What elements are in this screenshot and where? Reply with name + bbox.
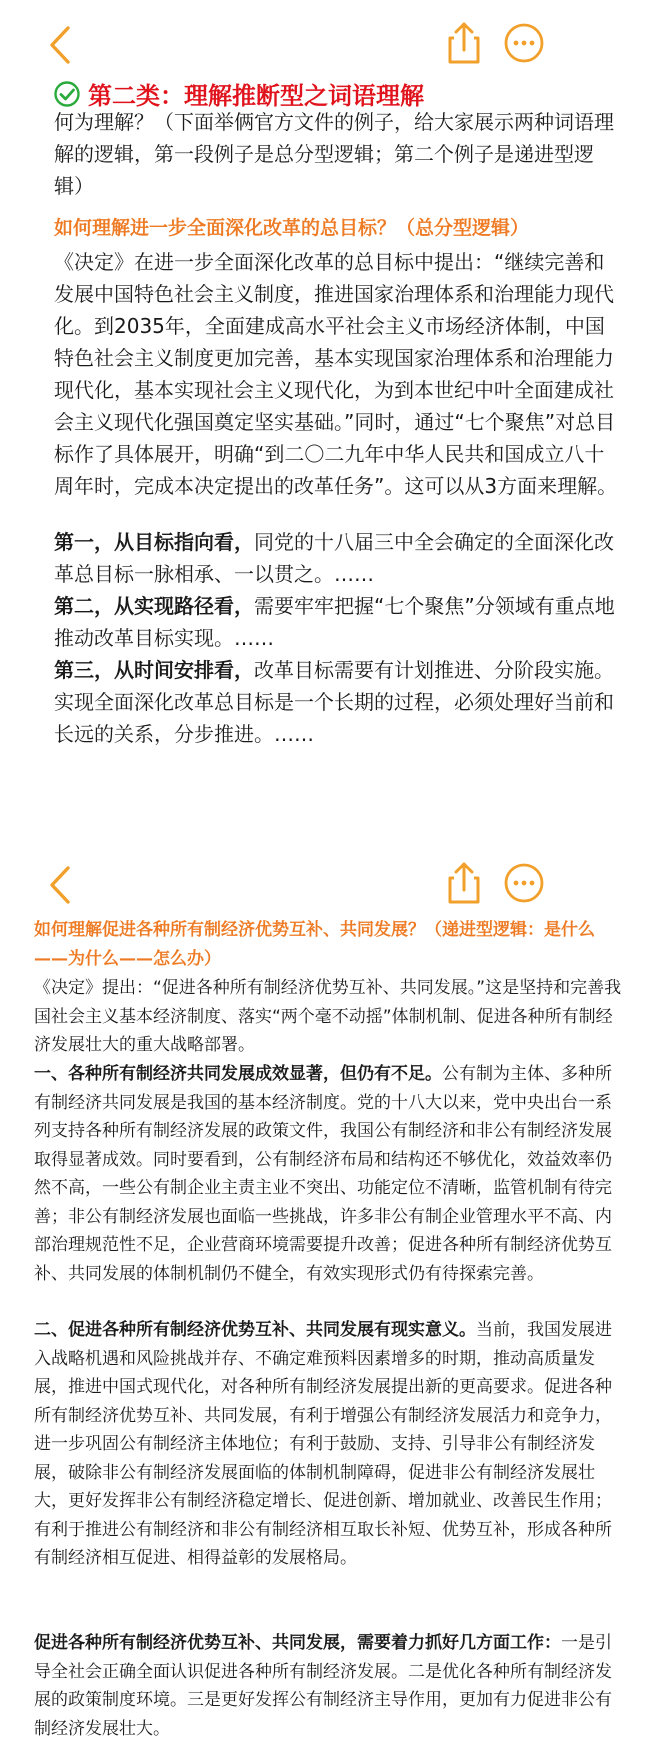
ownership-point-3-title: 促进各种所有制经济优势互补、共同发展，需要着力抓好几方面工作： xyxy=(34,1633,561,1653)
ownership-point-1-title: 一、各种所有制经济共同发展成效显著，但仍有不足。 xyxy=(34,1064,442,1084)
point-3-text: 改革目标需要有计划推进、分阶段实施。实现全面深化改革总目标是一个长期的过程，必须处理好当前和长远的关系，分步推进。…… xyxy=(54,658,614,746)
ownership-point-3-text: 一是引导全社会正确全面认识促进各种所有制经济发展。二是优化各种所有制经济发展的政策制度环境。三是更好发挥公有制经济主导作用，更加有力促进非公有制经济发展壮大。 xyxy=(34,1633,612,1739)
point-1-text: 同党的十八届三中全会确定的全面深化改革总目标一脉相承、一以贯之。…… xyxy=(54,530,614,586)
subheading-goal: 如何理解进一步全面深化改革的总目标？（总分型逻辑） xyxy=(54,217,530,239)
point-3-title: 第三，从时间安排看， xyxy=(54,658,254,682)
point-2-text: 需要牢牢把握“七个聚焦”分领域有重点地推动改革目标实现。…… xyxy=(54,594,615,650)
point-1-title: 第一，从目标指向看， xyxy=(54,530,254,554)
chevron-left-icon[interactable] xyxy=(40,862,80,908)
point-2 xyxy=(54,590,622,654)
goal-body-paragraph: 《决定》在进一步全面深化改革的总目标中提出：“继续完善和发展中国特色社会主义制度，推进国家治理体系和治理能力现代化。到2035年，全面建成高水平社会主义市场经济体制，中国特色社会主义制度更加完善，基本实现国家治理体系和治理能力现代化，基本实现社会主义现代化，为到本世纪中叶全面建成社会主义现代化强国奠定坚实基础。”同时，通过“七个聚焦”对总目标作了具体展开，明确“到二〇二九年中华人民共和国成立八十周年时，完成本决定提出的改革任务”。这可以从3方面来理解。 xyxy=(54,250,618,498)
ownership-point-2-text: 当前，我国发展进入战略机遇和风险挑战并存、不确定难预料因素增多的时期，推动高质量发展，推进中国式现代化，对各种所有制经济发展提出新的更高要求。促进各种所有制经济优势互补、共同发展，有利于增强公有制经济发展活力和竞争力，进一步巩固公有制经济主体地位；有利于鼓励、支持、引导非公有制经济发展，破除非公有制经济发展面临的体制机制障碍，促进非公有制经济发展壮大，更好发挥非公有制经济稳定增长、促进创新、增加就业、改善民生作用；有利于推进公有制经济和非公有制经济相互取长补短、优势互补，形成各种所有制经济相互促进、相得益彰的发展格局。 xyxy=(34,1320,612,1568)
chevron-left-icon[interactable] xyxy=(40,22,80,68)
point-2-title: 第二，从实现路径看， xyxy=(54,594,254,618)
ownership-point-2 xyxy=(34,1316,626,1573)
screen-2 xyxy=(0,860,660,1763)
intro-paragraph: 何为理解？（下面举俩官方文件的例子，给大家展示两种词语理解的逻辑，第一段例子是总分型逻辑；第二个例子是递进型逻辑） xyxy=(54,110,614,198)
share-icon[interactable] xyxy=(444,20,484,66)
ownership-point-1-text: 公有制为主体、多种所有制经济共同发展是我国的基本经济制度。党的十八大以来，党中央出台一系列支持各种所有制经济发展的政策文件，我国公有制经济和非公有制经济发展取得显著成效。同时要看到，公有制经济布局和结构还不够优化，效益效率仍然不高，一些公有制企业主责主业不突出、功能定位不清晰，监管机制有待完善；非公有制经济发展也面临一些挑战，许多非公有制企业管理水平不高、内部治理规范性不足，企业营商环境需要提升改善；促进各种所有制经济优势互补、共同发展的体制机制仍不健全，有效实现形式仍有待探索完善。 xyxy=(34,1064,612,1284)
ownership-intro-paragraph: 《决定》提出：“促进各种所有制经济优势互补、共同发展。”这是坚持和完善我国社会主义基本经济制度、落实“两个毫不动摇”体制机制、促进各种所有制经济发展壮大的重大战略部署。 xyxy=(34,978,622,1055)
more-icon[interactable] xyxy=(503,862,545,904)
point-1 xyxy=(54,526,622,590)
more-icon[interactable] xyxy=(503,22,545,64)
heading-text: 第二类：理解推断型之词语理解 xyxy=(88,82,424,110)
screen-1 xyxy=(0,0,660,860)
ownership-point-3 xyxy=(34,1629,626,1743)
check-circle-icon xyxy=(54,81,80,107)
ownership-point-1 xyxy=(34,1060,626,1288)
ownership-point-2-title: 二、促进各种所有制经济优势互补、共同发展有现实意义。 xyxy=(34,1320,476,1340)
point-3 xyxy=(54,654,622,750)
share-icon[interactable] xyxy=(444,860,484,906)
subheading-ownership: 如何理解促进各种所有制经济优势互补、共同发展？（递进型逻辑：是什么——为什么——怎么办） xyxy=(34,920,595,969)
